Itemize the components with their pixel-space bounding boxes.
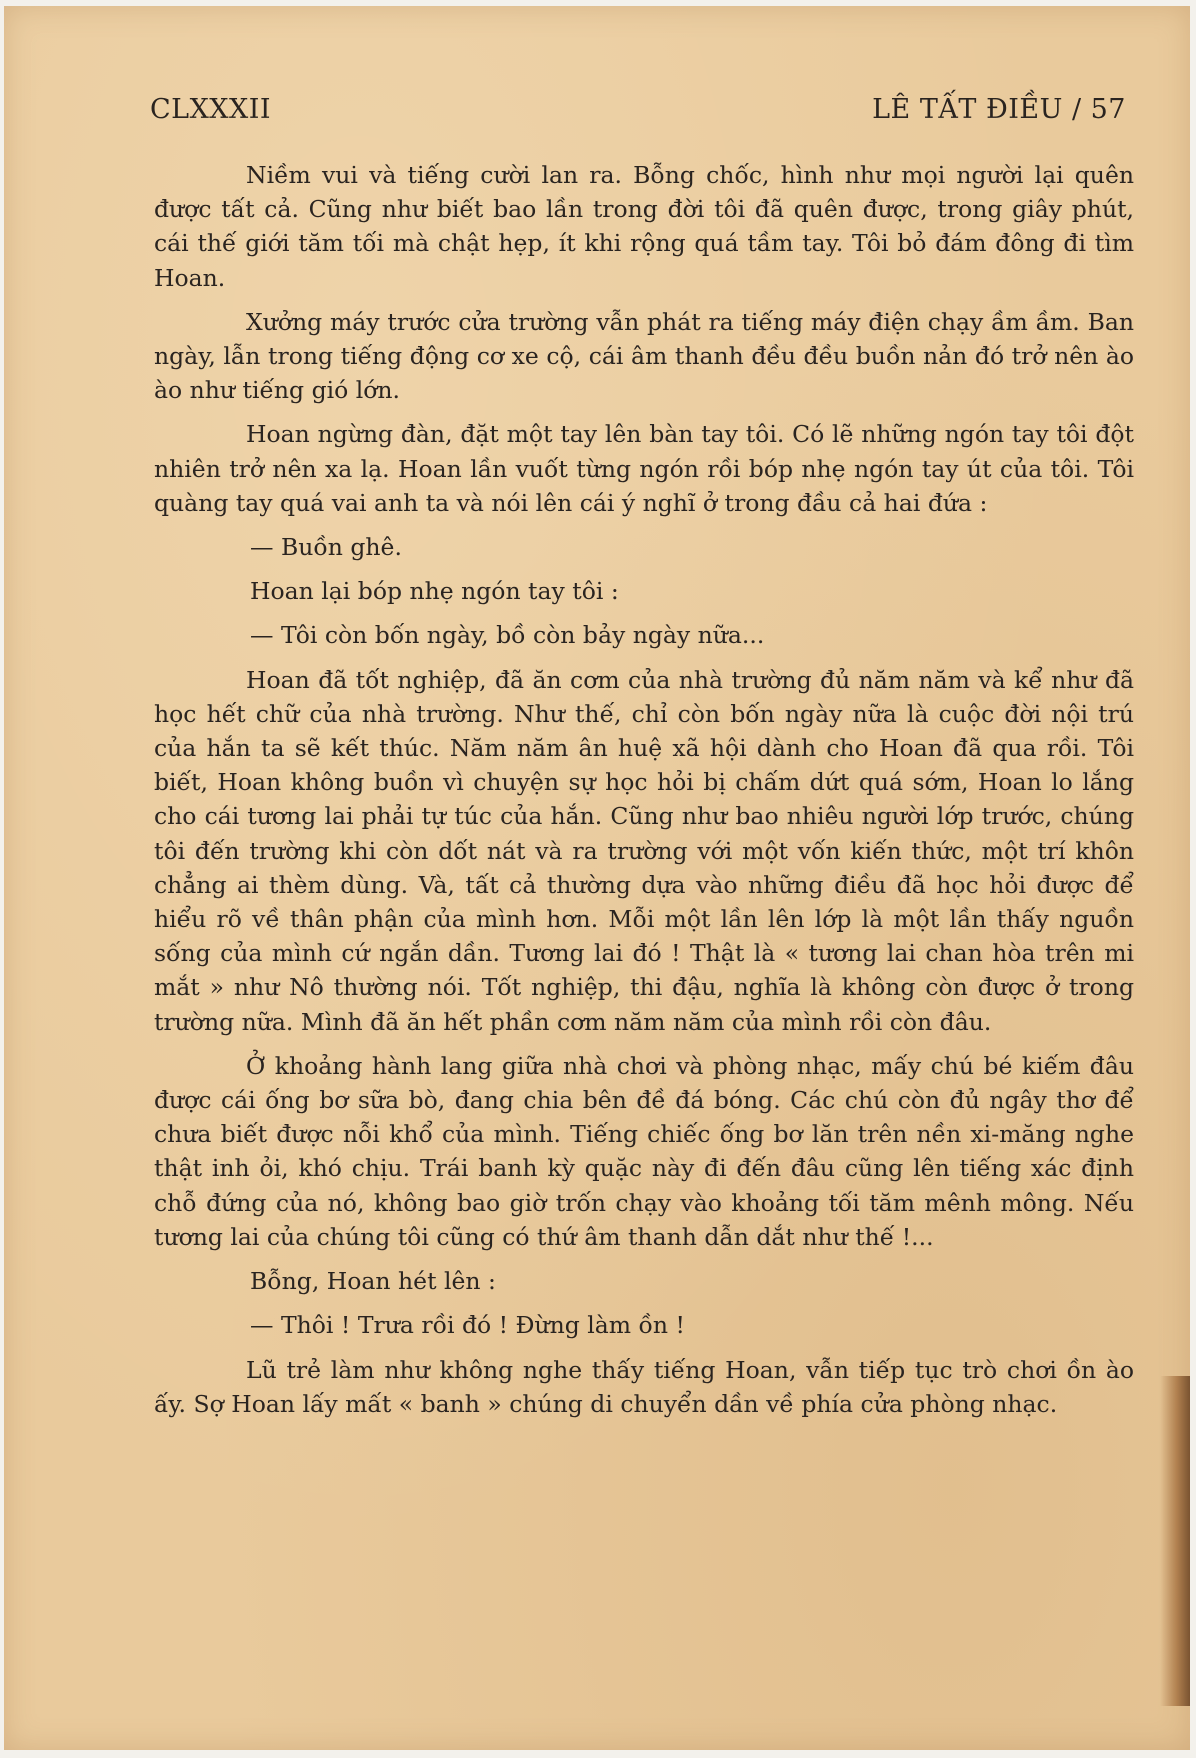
paragraph: Ở khoảng hành lang giữa nhà chơi và phòng nhạc, mấy chú bé kiếm đâu được cái ống bơ sữa bò, đang chia bên đề đá bóng. Các chú còn đủ ngây thơ để chưa biết được nỗi khổ của mình. Tiếng chiếc ống bơ lăn trên nền xi-măng nghe thật inh ỏi, khó chịu. Trái banh kỳ quặc này đi đến đâu cũng lên tiếng xác định chỗ đứng của nó, không bao giờ trốn chạy vào khoảng tối tăm mênh mông. Nếu tương lai của chúng tôi cũng có thứ âm thanh dẫn dắt như thế !... [154,1051,1134,1251]
paragraph: Xưởng máy trước cửa trường vẫn phát ra tiếng máy điện chạy ầm ầm. Ban ngày, lẫn trong tiếng động cơ xe cộ, cái âm thanh đều đều buồn nản đó trở nên ào ào như tiếng gió lớn. [154,307,1134,405]
paragraph: Hoan đã tốt nghiệp, đã ăn cơm của nhà trường đủ năm năm và kể như đã học hết chữ của nhà trường. Như thế, chỉ còn bốn ngày nữa là cuộc đời nội trú của hắn ta sẽ kết thúc. Năm năm ân huệ xã hội dành cho Hoan đã qua rồi. Tôi biết, Hoan không buồn vì chuyện sự học hỏi bị chấm dứt quá sớm, Hoan lo lắng cho cái tương lai phải tự túc của hắn. Cũng như bao nhiêu người lớp trước, chúng tôi đến trường khi còn dốt nát và ra trường với một vốn kiến thức, một trí khôn chẳng ai thèm dùng. Và, tất cả thường dựa vào những điều đã học hỏi được để hiểu rõ về thân phận của mình hơn. Mỗi một lần lên lớp là một lần thấy nguồn sống của mình cứ ngắn dần. Tương lai đó ! Thật là « tương lai chan hòa trên mi mắt » như Nô thường nói. Tốt nghiệp, thi đậu, nghĩa là không còn được ở trong trường nữa. Mình đã ăn hết phần cơm năm năm của mình rồi còn đâu. [154,665,1134,1036]
page-body [154,158,1134,1431]
dialogue-line: — Thôi ! Trưa rồi đó ! Đừng làm ồn ! [250,1311,685,1340]
paragraph: Lũ trẻ làm như không nghe thấy tiếng Hoan, vẫn tiếp tục trò chơi ồn ào ấy. Sợ Hoan lấy mất « banh » chúng di chuyển dần về phía cửa phòng nhạc. [154,1355,1134,1418]
chapter-number: CLXXXII [150,94,272,125]
paragraph: Bỗng, Hoan hét lên : [250,1267,496,1296]
page-edge-stain [1160,1376,1190,1706]
paragraph: Hoan lại bóp nhẹ ngón tay tôi : [250,577,619,606]
paragraph: Hoan ngừng đàn, đặt một tay lên bàn tay tôi. Có lẽ những ngón tay tôi đột nhiên trở nên xa lạ. Hoan lần vuốt từng ngón rồi bóp nhẹ ngón tay út của tôi. Tôi quàng tay quá vai anh ta và nói lên cái ý nghĩ ở trong đầu cả hai đứa : [154,420,1134,517]
paragraph: Niềm vui và tiếng cười lan ra. Bỗng chốc, hình như mọi người lại quên được tất cả. Cũng như biết bao lần trong đời tôi đã quên được, trong giây phút, cái thế giới tăm tối mà chật hẹp, ít khi rộng quá tầm tay. Tôi bỏ đám đông đi tìm Hoan. [154,161,1134,292]
author-page-number: LÊ TẤT ĐIỀU / 57 [872,94,1126,125]
book-page [4,6,1190,1750]
page-header [150,94,1126,134]
dialogue-line: — Tôi còn bốn ngày, bồ còn bảy ngày nữa... [250,621,765,650]
dialogue-line: — Buồn ghê. [250,533,402,562]
